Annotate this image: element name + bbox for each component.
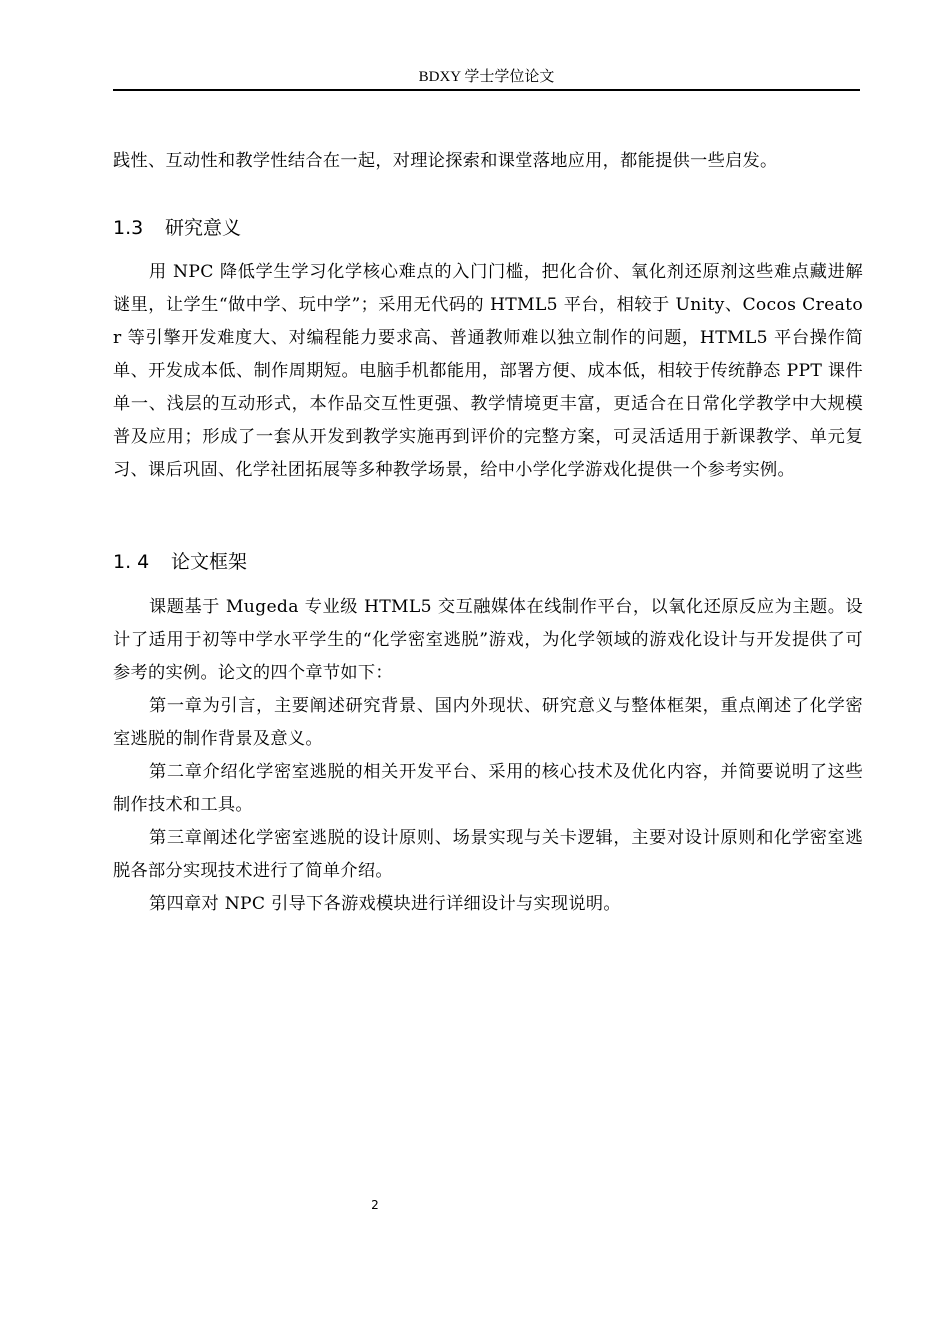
section-title: 研究意义 (165, 217, 242, 239)
paragraph-text: 践性、互动性和教学性结合在一起，对理论探索和课堂落地应用，都能提供一些启发。 (113, 151, 778, 171)
header-rule (113, 89, 860, 91)
page-number: 2 (371, 1198, 379, 1212)
section-heading-1-4 (113, 545, 247, 579)
section-heading-1-3 (113, 211, 241, 245)
paragraph-text: 用 NPC 降低学生学习化学核心难点的入门门槛，把化合价、氧化剂还原剂这些难点藏进解谜里，让学生“做中学、玩中学”；采用无代码的 HTML5 平台，相较于 Unity、Cocos Creator 等引擎开发难度大、对编程能力要求高、普通教师难以独立制作的问题，HTML5 平台操作简单、开发成本低、制作周期短。电脑手机都能用，部署方便、成本低，相较于传统静态 PPT 课件单一、浅层的互动形式，本作品交互性更强、教学情境更丰富，更适合在日常化学教学中大规模普及应用；形成了一套从开发到教学实施再到评价的完整方案，可灵活适用于新课教学、单元复习、课后巩固、化学社团拓展等多种教学场景，给中小学化学游戏化提供一个参考实例。 (113, 262, 863, 480)
section-title: 论文框架 (171, 551, 248, 573)
header-title: BDXY 学士学位论文 (418, 69, 555, 85)
paragraph-text: 第一章为引言，主要阐述研究背景、国内外现状、研究意义与整体框架，重点阐述了化学密室逃脱的制作背景及意义。 (113, 696, 863, 749)
intro-continuation-paragraph (113, 145, 863, 178)
paragraph-text: 课题基于 Mugeda 专业级 HTML5 交互融媒体在线制作平台，以氧化还原反应为主题。设计了适用于初等中学水平学生的“化学密室逃脱”游戏，为化学领域的游戏化设计与开发提供了可参考的实例。论文的四个章节如下： (113, 597, 863, 683)
paragraph-text: 第三章阐述化学密室逃脱的设计原则、场景实现与关卡逻辑，主要对设计原则和化学密室逃脱各部分实现技术进行了简单介绍。 (113, 828, 863, 881)
paragraph-text: 第二章介绍化学密室逃脱的相关开发平台、采用的核心技术及优化内容，并简要说明了这些制作技术和工具。 (113, 762, 863, 815)
research-significance-body (113, 256, 863, 487)
section-number: 1.3 (113, 217, 144, 239)
page-header (113, 66, 860, 90)
section-number: 1. 4 (113, 551, 150, 573)
paragraph-text: 第四章对 NPC 引导下各游戏模块进行详细设计与实现说明。 (149, 894, 621, 914)
thesis-framework-body (113, 591, 863, 921)
